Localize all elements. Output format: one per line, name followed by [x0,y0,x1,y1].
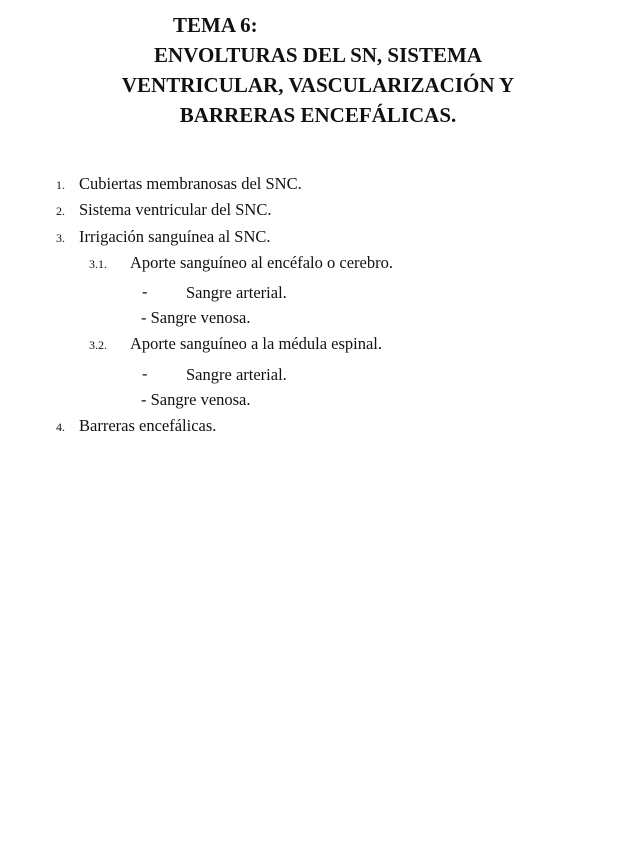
bullet-item-text: Sangre arterial. [186,365,287,384]
sublist-item-number: 3.2. [89,338,107,352]
title-line: ENVOLTURAS DEL SN, SISTEMA [154,43,482,67]
bullet-item-text: - Sangre venosa. [141,390,251,409]
title-line: BARRERAS ENCEFÁLICAS. [179,103,457,127]
sublist-item-text: Aporte sanguíneo a la médula espinal. [130,334,383,353]
list-item-number: 4. [56,420,65,434]
list-item-number: 1. [56,178,65,192]
list-item-text: Cubiertas membranosas del SNC. [79,174,302,193]
list-item-text: Barreras encefálicas. [79,416,217,435]
topic-number: TEMA 6: [173,13,258,37]
sublist-item-number: 3.1. [89,257,107,271]
list-item-text: Irrigación sanguínea al SNC. [79,227,271,246]
title-line: VENTRICULAR, VASCULARIZACIÓN Y [121,73,515,97]
bullet-item-text: - Sangre venosa. [141,308,251,327]
bullet-item-text: Sangre arterial. [186,283,287,302]
list-item-text: Sistema ventricular del SNC. [79,200,272,219]
dash-bullet: - [142,282,148,301]
document-title [0,40,636,130]
list-item-number: 2. [56,204,65,218]
list-item-number: 3. [56,231,65,245]
dash-bullet: - [142,364,148,383]
sublist-item-text: Aporte sanguíneo al encéfalo o cerebro. [130,253,393,272]
